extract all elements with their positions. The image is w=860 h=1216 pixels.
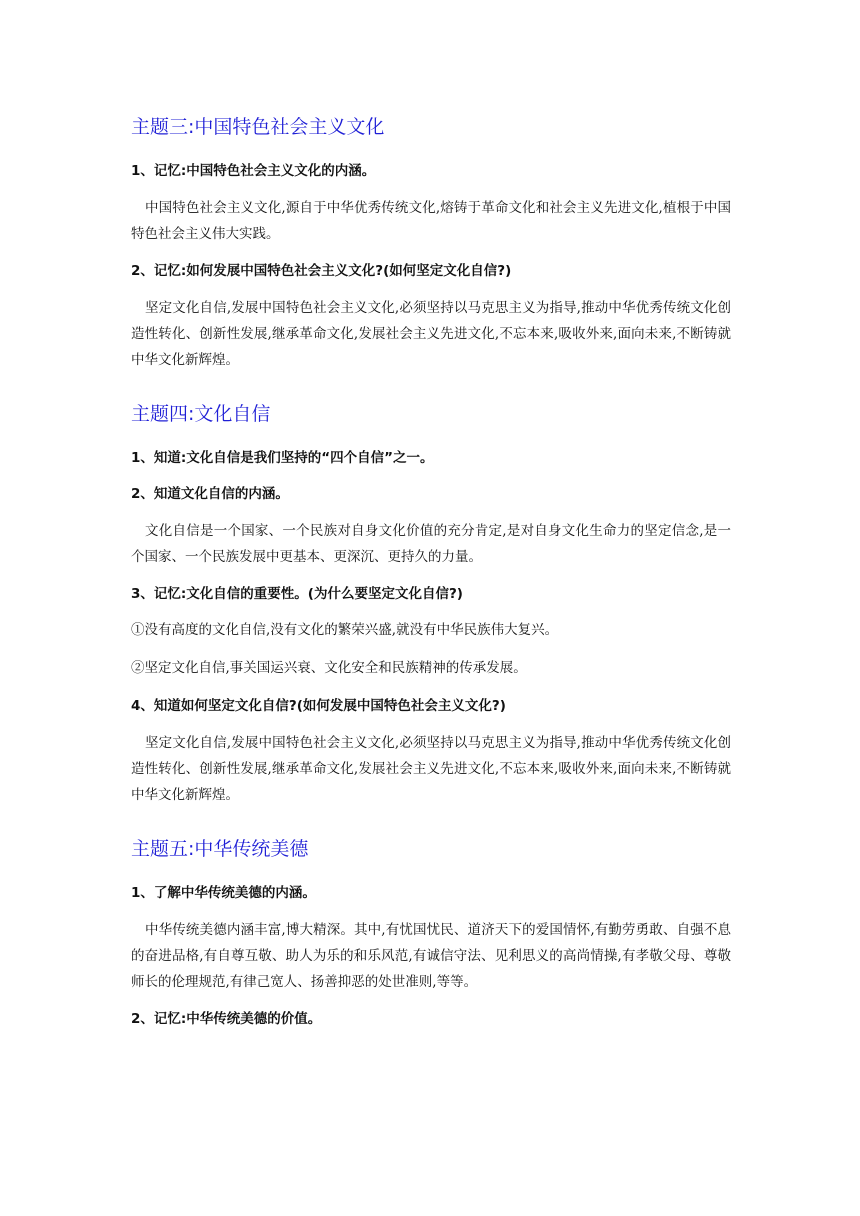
question-heading: 1、了解中华传统美德的内涵。 [131,885,316,901]
section-heading: 主题三:中国特色社会主义文化 [131,116,385,138]
list-item: ①没有高度的文化自信,没有文化的繁荣兴盛,就没有中华民族伟大复兴。 [131,622,559,638]
section-theme-5 [131,834,731,1031]
document-page [131,112,731,1057]
question-heading: 2、知道文化自信的内涵。 [131,486,289,502]
question-heading: 3、记忆:文化自信的重要性。(为什么要坚定文化自信?) [131,586,463,602]
question-heading: 1、记忆:中国特色社会主义文化的内涵。 [131,163,376,179]
section-heading: 主题四:文化自信 [131,403,271,425]
paragraph: 中国特色社会主义文化,源自于中华优秀传统文化,熔铸于革命文化和社会主义先进文化,植根于中国特色社会主义伟大实践。 [131,200,731,242]
question-heading: 1、知道:文化自信是我们坚持的“四个自信”之一。 [131,450,434,466]
paragraph: 文化自信是一个国家、一个民族对自身文化价值的充分肯定,是对自身文化生命力的坚定信念,是一个国家、一个民族发展中更基本、更深沉、更持久的力量。 [131,523,731,565]
paragraph: 坚定文化自信,发展中国特色社会主义文化,必须坚持以马克思主义为指导,推动中华优秀传统文化创造性转化、创新性发展,继承革命文化,发展社会主义先进文化,不忘本来,吸收外来,面向未来,不断铸就中华文化新辉煌。 [131,735,731,803]
section-theme-4 [131,399,731,808]
list-item: ②坚定文化自信,事关国运兴衰、文化安全和民族精神的传承发展。 [131,660,527,676]
question-heading: 2、记忆:中华传统美德的价值。 [131,1011,322,1027]
section-theme-3 [131,112,731,373]
section-heading: 主题五:中华传统美德 [131,838,309,860]
paragraph: 坚定文化自信,发展中国特色社会主义文化,必须坚持以马克思主义为指导,推动中华优秀传统文化创造性转化、创新性发展,继承革命文化,发展社会主义先进文化,不忘本来,吸收外来,面向未来,不断铸就中华文化新辉煌。 [131,300,731,368]
question-heading: 2、记忆:如何发展中国特色社会主义文化?(如何坚定文化自信?) [131,263,512,279]
paragraph: 中华传统美德内涵丰富,博大精深。其中,有忧国忧民、道济天下的爱国情怀,有勤劳勇敢、自强不息的奋进品格,有自尊互敬、助人为乐的和乐风范,有诚信守法、见利思义的高尚情操,有孝敬父母、尊敬师长的伦理规范,有律己宽人、扬善抑恶的处世准则,等等。 [131,922,731,990]
question-heading: 4、知道如何坚定文化自信?(如何发展中国特色社会主义文化?) [131,698,506,714]
